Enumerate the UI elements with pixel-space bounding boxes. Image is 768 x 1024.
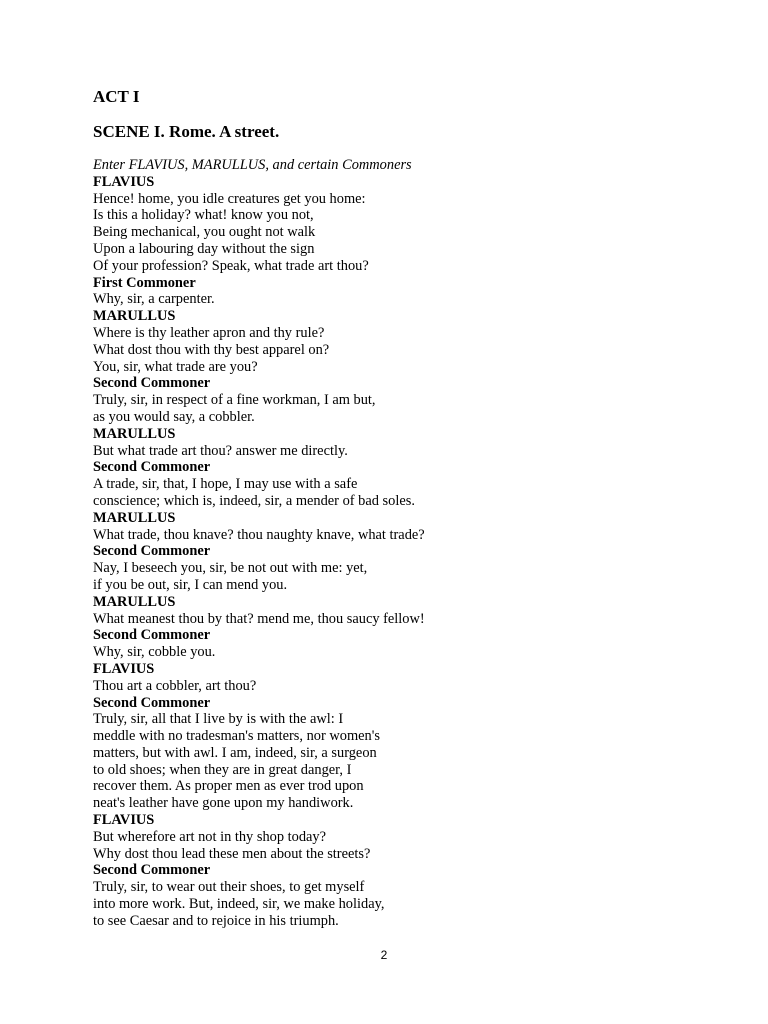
speaker-name: MARULLUS [93,509,176,526]
document-page [93,86,693,930]
dialogue-line: Why, sir, a carpenter. [93,291,215,308]
play-script [93,157,693,930]
dialogue-line: as you would say, a cobbler. [93,408,255,425]
speech [93,543,693,593]
speech [93,375,693,425]
speaker-name: Second Commoner [93,627,211,644]
speaker-name: Second Commoner [93,375,211,392]
speaker-name: FLAVIUS [93,173,155,190]
dialogue-line: Truly, sir, all that I live by is with the awl: I [93,711,344,728]
speaker-name: FLAVIUS [93,660,155,677]
dialogue-line: conscience; which is, indeed, sir, a mender of bad soles. [93,492,415,509]
dialogue-line: Hence! home, you idle creatures get you home: [93,190,366,207]
speech [93,275,693,309]
stage-direction: Enter FLAVIUS, MARULLUS, and certain Commoners [93,157,412,173]
speaker-name: MARULLUS [93,593,176,610]
scene-heading: SCENE I. Rome. A street. [93,122,280,141]
dialogue-line: What trade, thou knave? thou naughty knave, what trade? [93,526,425,543]
dialogue-line: But wherefore art not in thy shop today? [93,828,326,845]
speech [93,426,693,460]
dialogue-line: Where is thy leather apron and thy rule? [93,324,325,341]
speaker-name: First Commoner [93,274,196,291]
dialogue-line: to old shoes; when they are in great danger, I [93,761,352,778]
dialogue-line: A trade, sir, that, I hope, I may use with a safe [93,476,358,493]
speaker-name: Second Commoner [93,543,211,560]
dialogue-line: if you be out, sir, I can mend you. [93,576,288,593]
speaker-name: MARULLUS [93,308,176,325]
dialogue-line: You, sir, what trade are you? [93,358,258,375]
dialogue-line: Truly, sir, to wear out their shoes, to get myself [93,879,365,896]
page-number: 2 [380,948,388,962]
speech [93,174,693,275]
dialogue-line: to see Caesar and to rejoice in his triumph. [93,912,339,929]
speech [93,308,693,375]
dialogue-line: recover them. As proper men as ever trod upon [93,778,364,795]
speech [93,812,693,862]
dialogue-line: Nay, I beseech you, sir, be not out with me: yet, [93,560,368,577]
speaker-name: MARULLUS [93,425,176,442]
act-heading: ACT I [93,87,140,106]
dialogue-line: into more work. But, indeed, sir, we make holiday, [93,896,385,913]
speech [93,862,693,929]
speaker-name: Second Commoner [93,862,211,879]
speech [93,661,693,695]
dialogue-line: Being mechanical, you ought not walk [93,224,316,241]
speech [93,695,693,813]
dialogue-line: Is this a holiday? what! know you not, [93,207,314,224]
dialogue-line: Upon a labouring day without the sign [93,240,315,257]
dialogue-line: What meanest thou by that? mend me, thou saucy fellow! [93,610,425,627]
speech [93,594,693,628]
dialogue-line: Of your profession? Speak, what trade art thou? [93,257,369,274]
dialogue-line: Why, sir, cobble you. [93,644,216,661]
speech [93,459,693,509]
speaker-name: Second Commoner [93,694,211,711]
dialogue-line: meddle with no tradesman's matters, nor women's [93,728,380,745]
dialogue-line: neat's leather have gone upon my handiwork. [93,795,354,812]
dialogue-line: But what trade art thou? answer me directly. [93,442,348,459]
dialogue-line: matters, but with awl. I am, indeed, sir, a surgeon [93,744,377,761]
dialogue-line: Why dost thou lead these men about the streets? [93,845,371,862]
dialogue-line: Thou art a cobbler, art thou? [93,677,257,694]
speaker-name: FLAVIUS [93,812,155,829]
dialogue-line: What dost thou with thy best apparel on? [93,341,330,358]
speech [93,510,693,544]
speech [93,627,693,661]
speaker-name: Second Commoner [93,459,211,476]
dialogue-line: Truly, sir, in respect of a fine workman, I am but, [93,392,376,409]
